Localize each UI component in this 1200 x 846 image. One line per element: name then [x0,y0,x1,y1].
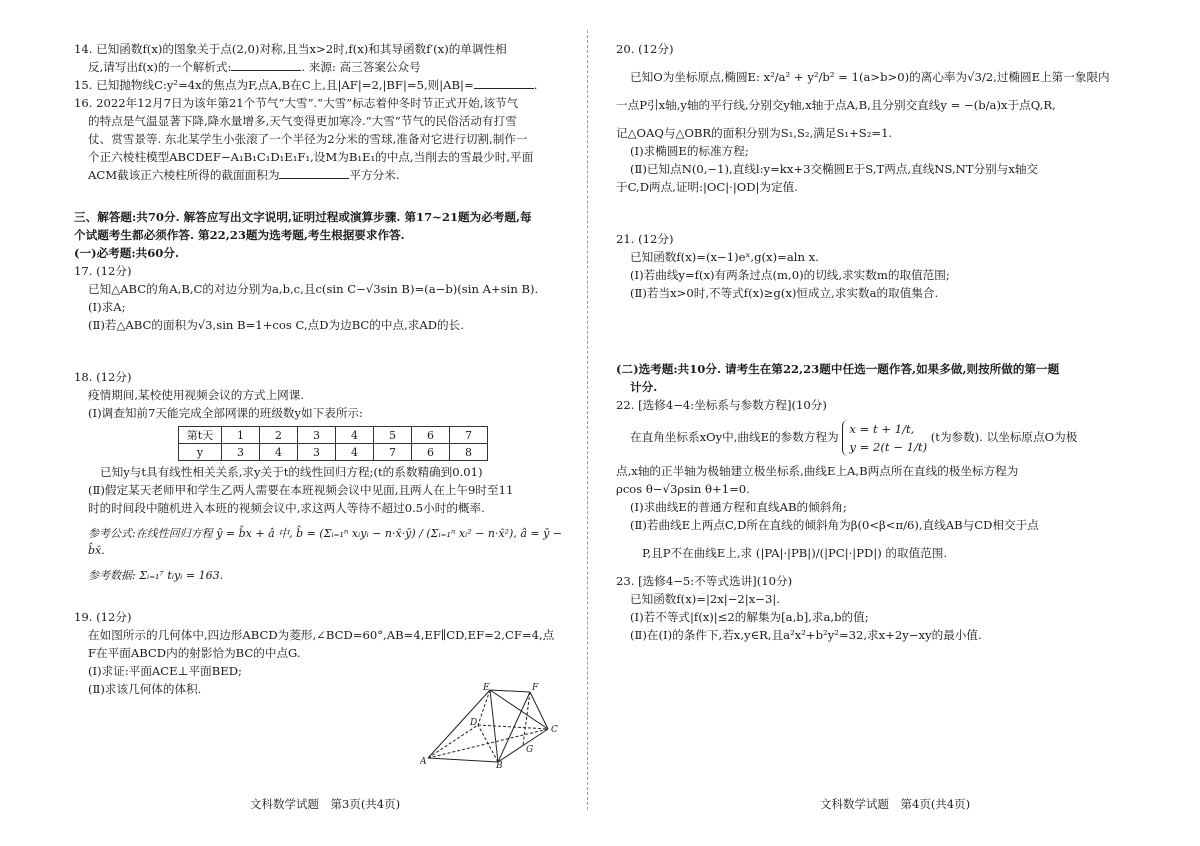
q20-stem-2: 一点P引x轴,y轴的平行线,分别交y轴,x轴于点A,B,且分别交直线y = −(b/a)x于点Q,R, [616,98,1056,112]
table-cell: 8 [450,444,488,461]
table-cell: 4 [336,427,374,444]
table-cell: 2 [260,427,298,444]
q18-part2-cont: 时的时间段中随机进入本班的视频会议中,求这两人等待不超过0.5小时的概率. [88,501,485,515]
page-footer-right: 文科数学试题 第4页(共4页) [820,797,971,811]
q17-part2: (Ⅱ)若△ABC的面积为√3,sin B=1+cos C,点D为边BC的中点,求AD的长. [88,318,464,332]
table-cell: 7 [450,427,488,444]
class-count-table [178,426,488,461]
q21-stem: 已知函数f(x)=(x−1)eˣ,g(x)=aln x. [630,250,819,264]
reference-formula: 参考公式:在线性回归方程 ŷ = b̂x + â 中, b̂ = (Σᵢ₌₁ⁿ xᵢyᵢ − n·x̄·ȳ) / (Σᵢ₌₁ⁿ xᵢ² − n·x̄²), â = ȳ − b̂x̄. [88,527,563,557]
label-B: B [496,761,503,768]
edge-EF [490,690,530,692]
q23-part1: (Ⅰ)若不等式|f(x)|≤2的解集为[a,b],求a,b的值; [630,610,869,624]
q20-part2-cont: 于C,D两点,证明:|OC|·|OD|为定值. [616,180,798,194]
q17-heading: 17. (12分) [74,264,132,278]
table-cell: 4 [260,444,298,461]
table-cell: 第t天 [179,427,222,444]
q17-part1: (Ⅰ)求A; [88,300,126,314]
table-cell: y [179,444,222,461]
label-D: D [470,718,478,728]
q22-part2-cont: P,且P不在曲线E上,求 (|PA|·|PB|)/(|PC|·|PD|) 的取值范围. [642,546,948,560]
q14-line1: 14. 已知函数f(x)的图象关于点(2,0)对称,且当x>2时,f(x)和其导函数f′(x)的单调性相 [74,42,507,56]
q16-line5: ACM截该正六棱柱所得的截面面积为 平方分米. [88,168,400,182]
table-cell: 6 [412,427,450,444]
q18-part1: (Ⅰ)调查知前7天能完成全部网课的班级数y如下表所示: [88,406,363,420]
right-page [590,0,1200,846]
table-cell: 6 [412,444,450,461]
q16-line1: 16. 2022年12月7日为该年第21个节气“大雪”.“大雪”标志着仲冬时节正式开始,该节气 [74,96,519,110]
table-cell: 7 [374,444,412,461]
table-row [179,444,488,461]
table-cell: 3 [298,427,336,444]
section-optional-header: (二)选考题:共10分. 请考生在第22,23题中任选一题作答,如果多做,则按所做的第一题 [616,362,1060,376]
table-cell: 5 [374,427,412,444]
q23-stem: 已知函数f(x)=|2x|−2|x−3|. [630,592,780,606]
q22-part2: (Ⅱ)若曲线E上两点C,D所在直线的倾斜角为β(0<β<π/6),直线AB与CD相交于点 [630,518,1039,532]
q17-stem: 已知△ABC的角A,B,C的对边分别为a,b,c,且c(sin C−√3sin B)=(a−b)(sin A+sin B). [88,282,539,296]
answer-blank [474,76,534,89]
label-F: F [532,683,539,693]
q23-heading: 23. [选修4−5:不等式选讲](10分) [616,574,793,588]
q16-line3: 仗、赏雪景等. 东北某学生小张滚了一个半径为2分米的雪球,准备对它进行切割,制作一 [88,132,528,146]
page-divider [587,30,588,810]
section-optional-header-2: 计分. [630,380,658,394]
q15: 15. 已知抛物线C:y²=4x的焦点为F,点A,B在C上,且|AF|=2,|BF|=5,则|AB|= . [74,78,538,92]
q20-stem: 已知O为坐标原点,椭圆E: x²/a² + y²/b² = 1(a>b>0)的离心率为√3/2,过椭圆E上第一象限内 [630,70,1110,84]
parametric-equation [842,420,927,456]
q22-stem-3: ρcos θ−√3ρsin θ+1=0. [616,482,750,496]
q22-part1: (Ⅰ)求曲线E的普通方程和直线AB的倾斜角; [630,500,847,514]
section-3-header: 三、解答题:共70分. 解答应写出文字说明,证明过程或演算步骤. 第17~21题为必考题,每 [74,210,532,224]
edge-ED [478,690,490,725]
q20-part2: (Ⅱ)已知点N(0,−1),直线l:y=kx+3交椭圆E于S,T两点,直线NS,NT分别与x轴交 [630,162,1039,176]
q20-part1: (Ⅰ)求椭圆E的标准方程; [630,144,749,158]
q22-stem-2: 点,x轴的正半轴为极轴建立极坐标系,曲线E上A,B两点所在直线的极坐标方程为 [616,464,1019,478]
edge-AB [428,758,498,762]
q20-stem-3: 记△OAQ与△OBR的面积分别为S₁,S₂,满足S₁+S₂=1. [616,126,893,140]
q18-stem: 疫情期间,某校使用视频会议的方式上网课. [88,388,305,402]
q23-part2: (Ⅱ)在(Ⅰ)的条件下,若x,y∈R,且a²x²+b²y²=32,求x+2y−xy的最小值. [630,628,982,642]
q19-part1: (Ⅰ)求证:平面ACE⊥平面BED; [88,664,242,678]
q16-line4: 个正六棱柱模型ABCDEF−A₁B₁C₁D₁E₁F₁,设M为B₁E₁的中点,当削去的雪最少时,平面 [88,150,534,164]
section-3-header-2: 个试题考生都必须作答. 第22,23题为选考题,考生根据要求作答. [74,228,405,242]
answer-blank [279,166,349,179]
param-eq-y: y = 2(t − 1/t) [849,440,928,454]
page-footer-left: 文科数学试题 第3页(共4页) [250,797,401,811]
q16-line2: 的特点是气温显著下降,降水量增多,天气变得更加寒冷.“大雪”节气的民俗活动有打雪 [88,114,517,128]
q19-stem-2: F在平面ABCD内的射影恰为BC的中点G. [88,646,301,660]
q21-part1: (Ⅰ)若曲线y=f(x)有两条过点(m,0)的切线,求实数m的取值范围; [630,268,950,282]
q21-heading: 21. (12分) [616,232,674,246]
label-E: E [483,683,490,693]
table-cell: 1 [222,427,260,444]
edge-EB [490,690,498,762]
q19-stem: 在如图所示的几何体中,四边形ABCD为菱形,∠BCD=60°,AB=4,EF∥CD,EF=2,CF=4,点 [88,628,555,642]
q20-heading: 20. (12分) [616,42,674,56]
q19-heading: 19. (12分) [74,610,132,624]
table-cell: 3 [222,444,260,461]
section-required: (一)必考题:共60分. [74,246,179,260]
edge-EC [490,690,548,729]
answer-blank [231,58,301,71]
q19-part2: (Ⅱ)求该几何体的体积. [88,682,202,696]
q18-note: 已知y与t具有线性相关关系,求y关于t的线性回归方程;(t的系数精确到0.01) [100,465,483,479]
label-G: G [526,745,534,755]
edge-AE [428,690,490,758]
q18-heading: 18. (12分) [74,370,132,384]
reference-data: 参考数据: Σᵢ₌₁⁷ tᵢyᵢ = 163. [88,569,224,582]
label-A: A [420,757,427,767]
table-cell: 4 [336,444,374,461]
table-cell: 3 [298,444,336,461]
q14-line2: 反,请写出f(x)的一个解析式: . 来源: 高三答案公众号 [88,60,421,74]
q22-heading: 22. [选修4−4:坐标系与参数方程](10分) [616,398,827,412]
param-eq-x: x = t + 1/t, [849,422,915,436]
q21-part2: (Ⅱ)若当x>0时,不等式f(x)≥g(x)恒成立,求实数a的取值集合. [630,286,939,300]
label-C: C [551,725,558,735]
q18-part2: (Ⅱ)假定某天老师甲和学生乙两人需要在本班视频会议中见面,且两人在上午9时至11 [88,483,514,497]
table-row [179,427,488,444]
geometry-figure [420,682,570,768]
q22-stem: 在直角坐标系xOy中,曲线E的参数方程为 x = t + 1/t, y = 2(t − 1/t) (t为参数). 以坐标原点O为极 [630,422,1078,454]
